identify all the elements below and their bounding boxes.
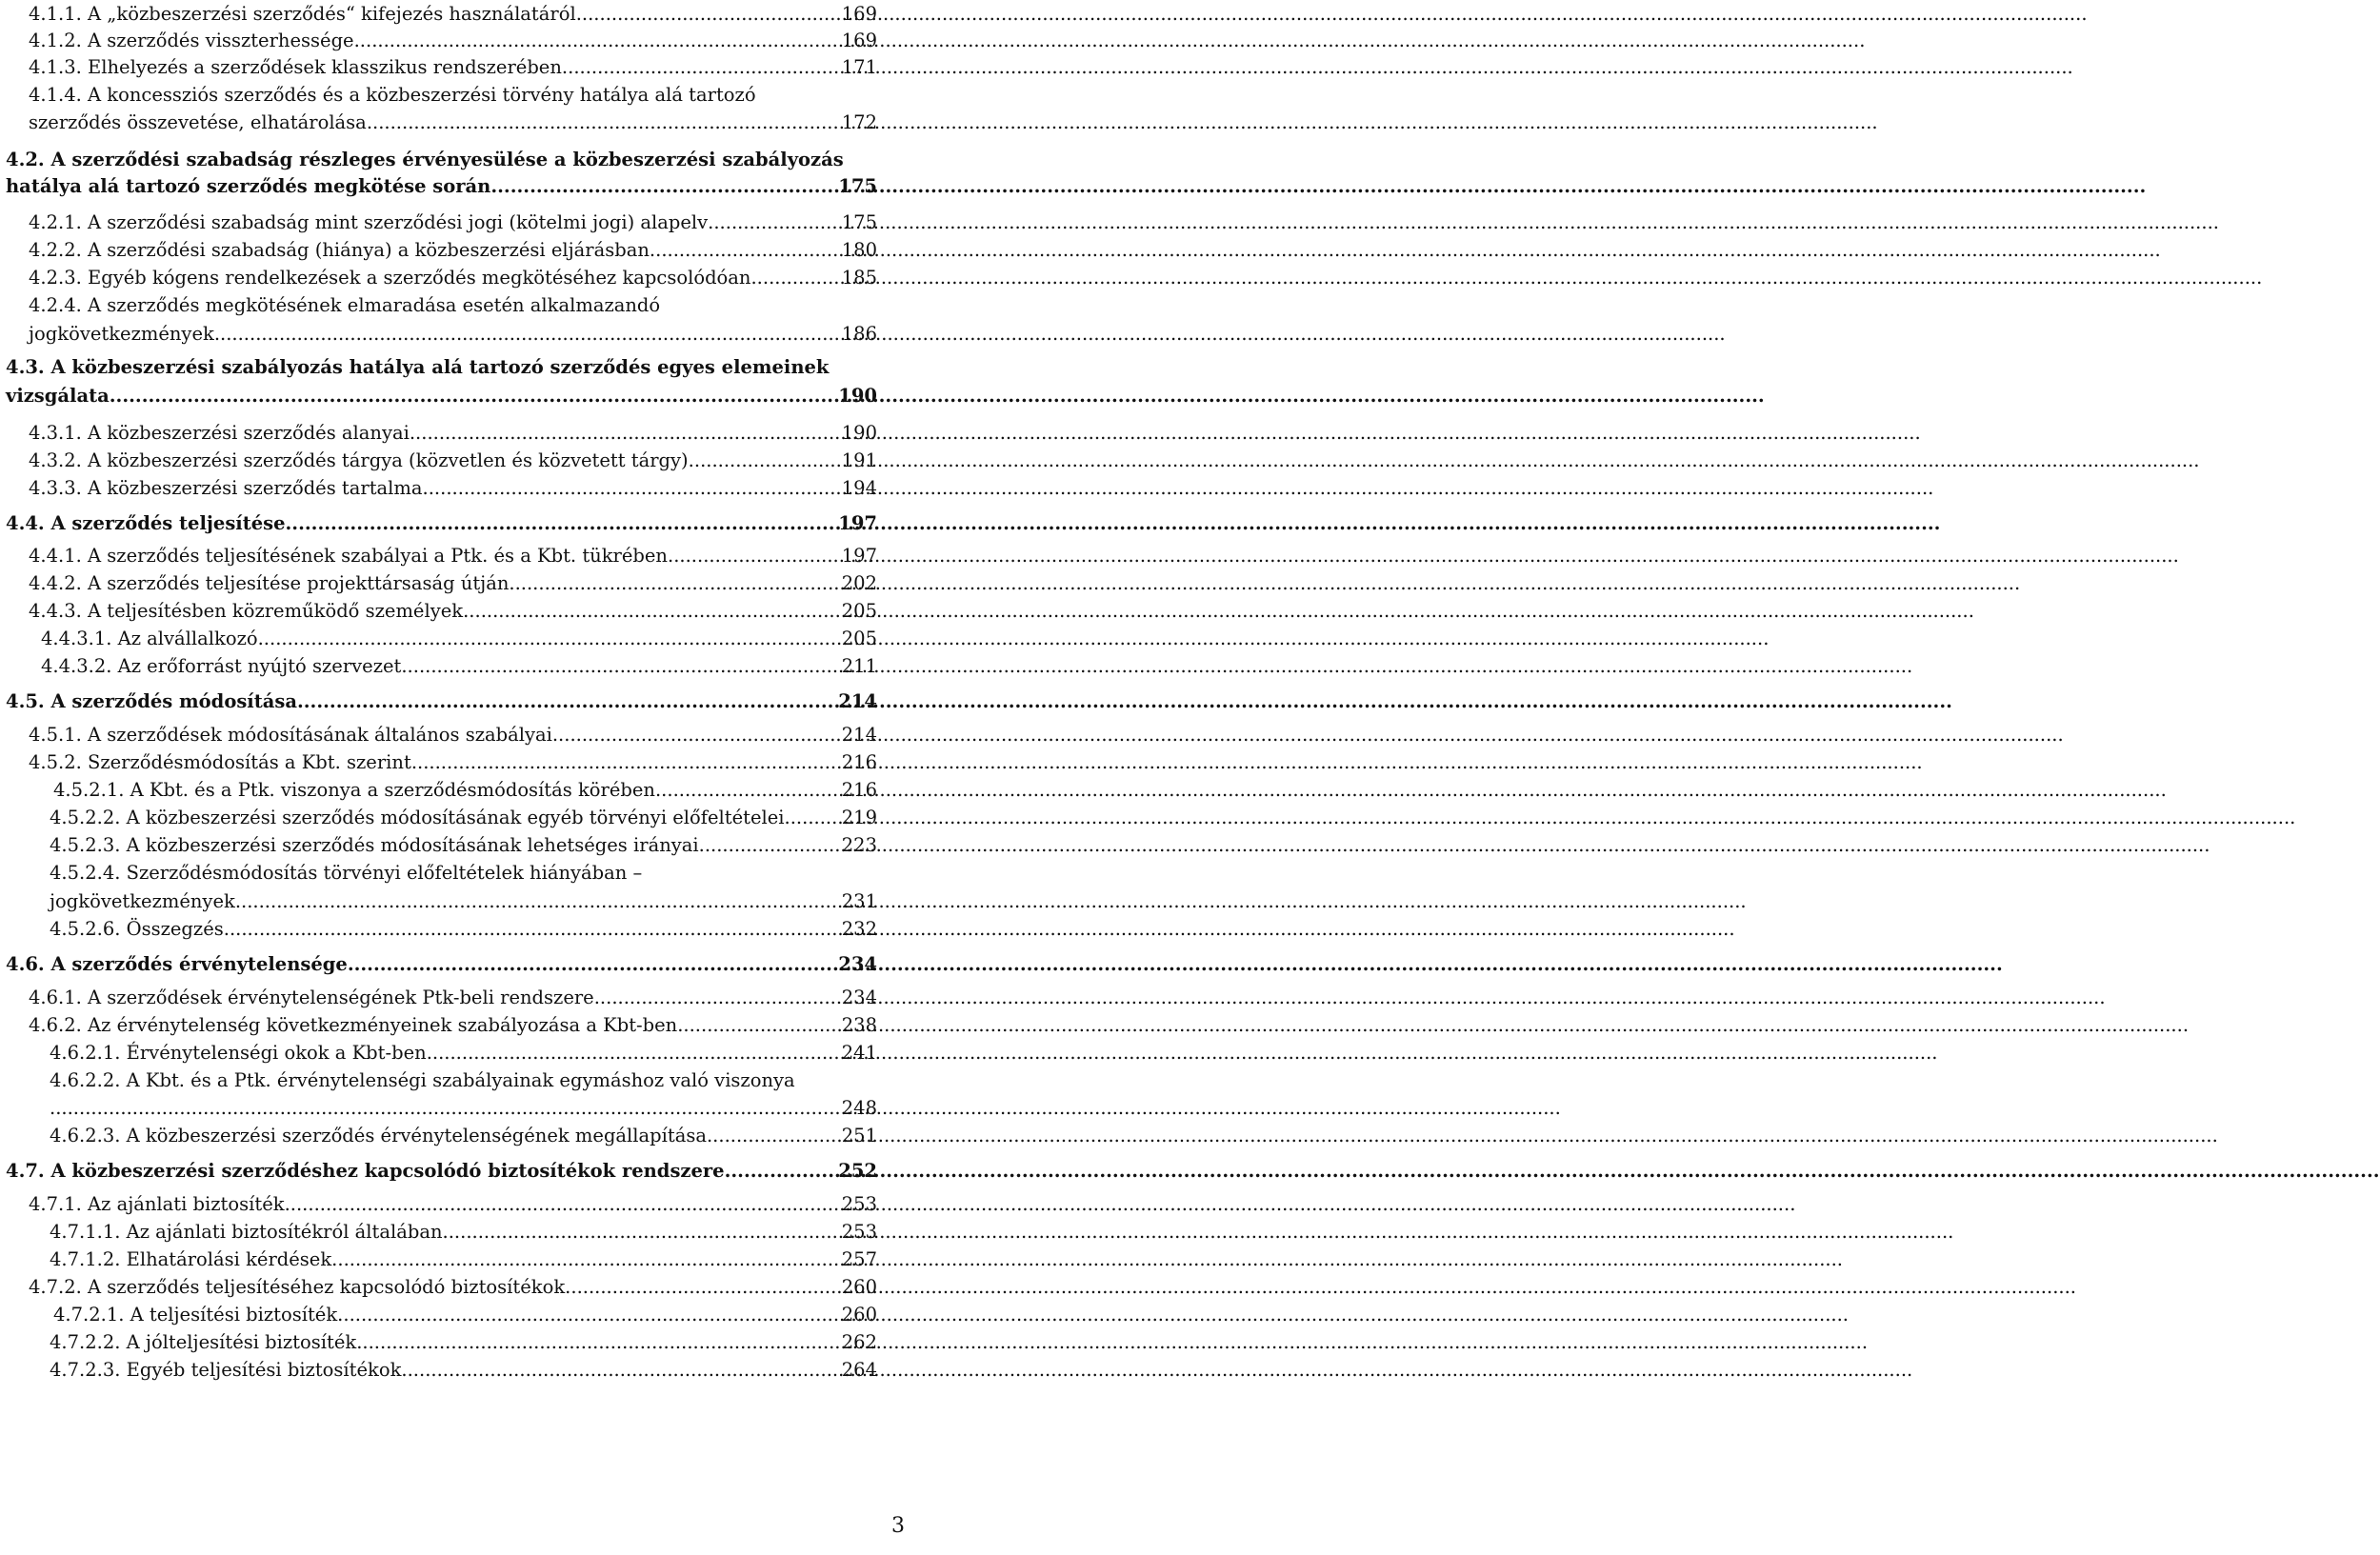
toc-entry-page: 234 xyxy=(841,987,877,1008)
toc-entry-page: 257 xyxy=(841,1248,877,1270)
dot-leader xyxy=(348,952,838,977)
toc-entry xyxy=(50,1096,877,1121)
toc-entry xyxy=(29,986,877,1010)
dot-leader xyxy=(562,55,842,80)
toc-entry xyxy=(50,1247,877,1272)
dot-leader xyxy=(677,1013,842,1038)
dot-leader xyxy=(337,1303,842,1327)
toc-entry-title: 4.6.2. Az érvénytelenség következményeinek szabályozása a Kbt-ben xyxy=(29,1014,678,1036)
toc-entry-title: 4.7.2.1. A teljesítési biztosíték xyxy=(53,1304,338,1326)
toc-entry xyxy=(29,750,877,775)
toc-entry-title: 4.7.2. A szerződés teljesítéséhez kapcsolódó biztosítékok xyxy=(29,1276,566,1298)
dot-leader xyxy=(463,599,842,624)
toc-entry-page: 180 xyxy=(841,239,877,261)
toc-entry-page: 190 xyxy=(841,422,877,444)
dot-leader xyxy=(285,1192,842,1217)
dot-leader xyxy=(565,1275,842,1300)
toc-section-page: 214 xyxy=(838,690,877,712)
dot-leader xyxy=(401,654,841,679)
toc-section-page: 197 xyxy=(838,512,877,534)
toc-entry-title: 4.6.2.1. Érvénytelenségi okok a Kbt-ben xyxy=(50,1042,427,1064)
toc-entry xyxy=(29,238,877,263)
dot-leader xyxy=(750,266,841,290)
toc-entry xyxy=(29,29,877,53)
toc-entry-title: 4.7.1.1. Az ajánlati biztosítékról általában xyxy=(50,1221,443,1243)
toc-entry-page: 205 xyxy=(841,628,877,649)
toc-entry-title-line1: 4.2.4. A szerződés megkötésének elmaradása esetén alkalmazandó xyxy=(29,294,661,316)
toc-entry-title: 4.3.3. A közbeszerzési szerződés tartalma xyxy=(29,477,423,499)
toc-entry-page: 264 xyxy=(841,1359,877,1381)
toc-entry-title: 4.4.2. A szerződés teljesítése projekttársaság útján xyxy=(29,572,510,594)
toc-entry-title-line1: 4.6.2.2. A Kbt. és a Ptk. érvénytelenségi szabályainak egymáshoz való viszonya xyxy=(50,1069,795,1091)
toc-entry xyxy=(41,654,877,679)
toc-entry-page: 219 xyxy=(841,807,877,828)
toc-entry xyxy=(50,1124,877,1148)
toc-entry-title: 4.3.2. A közbeszerzési szerződés tárgya (közvetlen és közvetett tárgy) xyxy=(29,449,689,471)
toc-entry xyxy=(50,833,877,858)
toc-entry-title: 4.3.1. A közbeszerzési szerződés alanyai xyxy=(29,422,410,444)
toc-entry xyxy=(29,449,877,473)
toc-entry-page: 169 xyxy=(841,3,877,25)
toc-entry xyxy=(53,1303,877,1327)
toc-entry xyxy=(50,889,877,914)
toc-entry-title: 4.7.1. Az ajánlati biztosíték xyxy=(29,1193,285,1215)
toc-entry-page: 172 xyxy=(841,111,877,133)
dot-leader xyxy=(286,511,839,536)
toc-entry-title: 4.2.1. A szerződési szabadság mint szerződési jogi (kötelmi jogi) alapelv xyxy=(29,211,709,233)
toc-entry-page: 223 xyxy=(841,834,877,856)
toc-entry xyxy=(53,778,877,803)
toc-entry-title: 4.1.1. A „közbeszerzési szerződés“ kifejezés használatáról xyxy=(29,3,576,25)
dot-leader xyxy=(725,1159,839,1184)
toc-entry xyxy=(29,571,877,596)
toc-entry xyxy=(29,55,877,80)
toc-entry-page: 253 xyxy=(841,1221,877,1243)
toc-section-page: 234 xyxy=(838,953,877,975)
dot-leader xyxy=(367,110,842,135)
toc-entry xyxy=(29,421,877,446)
toc-entry-title: 4.1.3. Elhelyezés a szerződések klasszikus rendszerében xyxy=(29,56,562,78)
toc-entry-page: 260 xyxy=(841,1304,877,1326)
toc-entry xyxy=(29,723,877,748)
toc-entry xyxy=(29,476,877,501)
toc-section-title: 4.4. A szerződés teljesítése xyxy=(6,512,286,534)
toc-section xyxy=(6,1159,877,1184)
toc-entry xyxy=(29,599,877,624)
dot-leader xyxy=(689,449,842,473)
toc-entry-page: 231 xyxy=(841,890,877,912)
toc-entry xyxy=(29,1013,877,1038)
toc-entry-page: 248 xyxy=(841,1097,877,1119)
toc-section-page: 252 xyxy=(838,1160,877,1182)
toc-entry-title: jogkövetkezmények xyxy=(50,890,235,912)
toc-entry-title: 4.6.1. A szerződések érvénytelenségének Ptk-beli rendszere xyxy=(29,987,594,1008)
toc-entry-page: 253 xyxy=(841,1193,877,1215)
toc-section-page: 175 xyxy=(838,175,877,197)
toc-entry-title: jogkövetkezmények xyxy=(29,323,214,345)
toc-entry xyxy=(29,1192,877,1217)
toc-entry xyxy=(41,627,877,651)
toc-entry-page: 197 xyxy=(841,545,877,567)
dot-leader xyxy=(655,778,842,803)
dot-leader xyxy=(401,1358,841,1383)
dot-leader xyxy=(423,476,842,501)
toc-entry-title: 4.6.2.3. A közbeszerzési szerződés érvénytelenségének megállapítása xyxy=(50,1125,707,1146)
toc-entry-page: 232 xyxy=(841,918,877,940)
toc-section-title: vizsgálata xyxy=(6,385,110,407)
toc-entry-title: 4.7.1.2. Elhatárolási kérdések xyxy=(50,1248,332,1270)
dot-leader xyxy=(707,1124,842,1148)
toc-entry xyxy=(29,322,877,347)
toc-entry-title: 4.5.2.2. A közbeszerzési szerződés módosításának egyéb törvényi előfeltételei xyxy=(50,807,785,828)
dot-leader xyxy=(356,1330,842,1355)
toc-section-title: 4.7. A közbeszerzési szerződéshez kapcsolódó biztosítékok rendszere xyxy=(6,1160,725,1182)
toc-entry-title: 4.5.2.1. A Kbt. és a Ptk. viszonya a szerződésmódosítás körében xyxy=(53,779,655,801)
page-number: 3 xyxy=(891,1514,905,1538)
toc-entry xyxy=(50,806,877,830)
toc-entry-page: 191 xyxy=(841,449,877,471)
toc-entry-title: 4.2.3. Egyéb kógens rendelkezések a szerződés megkötéséhez kapcsolódóan xyxy=(29,267,751,289)
toc-section xyxy=(6,174,877,199)
dot-leader xyxy=(576,2,842,27)
toc-entry-title: 4.5.2. Szerződésmódosítás a Kbt. szerint xyxy=(29,751,411,773)
toc-section xyxy=(6,689,877,714)
toc-entry-page: 202 xyxy=(841,572,877,594)
dot-leader xyxy=(410,421,842,446)
toc-entry-title: 4.4.3. A teljesítésben közreműködő személyek xyxy=(29,600,464,622)
toc-entry-page: 169 xyxy=(841,30,877,51)
toc-entry-page: 251 xyxy=(841,1125,877,1146)
dot-leader xyxy=(427,1041,842,1066)
toc-entry xyxy=(29,1275,877,1300)
toc-entry-title: 4.7.2.3. Egyéb teljesítési biztosítékok xyxy=(50,1359,402,1381)
dot-leader xyxy=(708,210,842,235)
toc-entry-page: 216 xyxy=(841,779,877,801)
toc-entry-title: 4.4.3.1. Az alvállalkozó xyxy=(41,628,258,649)
toc-entry-page: 194 xyxy=(841,477,877,499)
dot-leader xyxy=(650,238,842,263)
dot-leader xyxy=(258,627,842,651)
dot-leader xyxy=(490,174,838,199)
toc-entry-title: 4.4.3.2. Az erőforrást nyújtó szervezet xyxy=(41,655,402,677)
toc-entry xyxy=(29,544,877,568)
dot-leader xyxy=(552,723,842,748)
toc-entry xyxy=(29,110,877,135)
toc-entry-page: 185 xyxy=(841,267,877,289)
toc-entry-page: 238 xyxy=(841,1014,877,1036)
toc-section-title: 4.5. A szerződés módosítása xyxy=(6,690,297,712)
dot-leader xyxy=(354,29,842,53)
toc-section-title-line1: 4.2. A szerződési szabadság részleges érvényesülése a közbeszerzési szabályozás xyxy=(6,149,844,170)
dot-leader xyxy=(214,322,842,347)
toc-section xyxy=(6,952,877,977)
toc-section-page: 190 xyxy=(838,385,877,407)
dot-leader xyxy=(50,1096,842,1121)
dot-leader xyxy=(297,689,838,714)
dot-leader xyxy=(331,1247,842,1272)
toc-entry-page: 241 xyxy=(841,1042,877,1064)
toc-section xyxy=(6,511,877,536)
toc-section-title: 4.6. A szerződés érvénytelensége xyxy=(6,953,348,975)
dot-leader xyxy=(443,1220,842,1245)
toc-entry-title: szerződés összevetése, elhatárolása xyxy=(29,111,367,133)
dot-leader xyxy=(224,917,842,942)
dot-leader xyxy=(110,384,839,409)
toc-entry xyxy=(50,1358,877,1383)
toc-entry xyxy=(50,917,877,942)
toc-entry-page: 260 xyxy=(841,1276,877,1298)
toc-section xyxy=(6,384,877,409)
toc-entry xyxy=(50,1041,877,1066)
toc-entry-title: 4.7.2.2. A jólteljesítési biztosíték xyxy=(50,1331,357,1353)
dot-leader xyxy=(699,833,842,858)
toc-entry-page: 171 xyxy=(841,56,877,78)
dot-leader xyxy=(785,806,842,830)
toc-entry-title: 4.2.2. A szerződési szabadság (hiánya) a közbeszerzési eljárásban xyxy=(29,239,650,261)
dot-leader xyxy=(235,889,842,914)
toc-entry xyxy=(50,1330,877,1355)
toc-entry-title: 4.5.2.6. Összegzés xyxy=(50,918,224,940)
toc-entry-page: 216 xyxy=(841,751,877,773)
toc-entry-page: 262 xyxy=(841,1331,877,1353)
dot-leader xyxy=(594,986,842,1010)
toc-entry xyxy=(50,1220,877,1245)
toc-entry-title: 4.1.2. A szerződés visszterhessége xyxy=(29,30,354,51)
toc-entry-page: 205 xyxy=(841,600,877,622)
toc-entry-page: 211 xyxy=(841,655,877,677)
toc-entry xyxy=(29,266,877,290)
toc-entry-page: 175 xyxy=(841,211,877,233)
toc-entry xyxy=(29,210,877,235)
toc-section-title-line1: 4.3. A közbeszerzési szabályozás hatálya alá tartozó szerződés egyes elemeinek xyxy=(6,356,830,378)
toc-entry-page: 214 xyxy=(841,724,877,746)
toc-entry-title-line1: 4.5.2.4. Szerződésmódosítás törvényi előfeltételek hiányában – xyxy=(50,862,643,884)
toc-entry-page: 186 xyxy=(841,323,877,345)
toc-entry-title: 4.5.1. A szerződések módosításának általános szabályai xyxy=(29,724,552,746)
dot-leader xyxy=(509,571,841,596)
toc-entry-title: 4.5.2.3. A közbeszerzési szerződés módosításának lehetséges irányai xyxy=(50,834,699,856)
dot-leader xyxy=(411,750,842,775)
toc-section-title: hatálya alá tartozó szerződés megkötése során xyxy=(6,175,491,197)
dot-leader xyxy=(668,544,842,568)
toc-entry-title-line1: 4.1.4. A koncessziós szerződés és a közbeszerzési törvény hatálya alá tartozó xyxy=(29,84,756,106)
toc-entry-title: 4.4.1. A szerződés teljesítésének szabályai a Ptk. és a Kbt. tükrében xyxy=(29,545,668,567)
toc-entry xyxy=(29,2,877,27)
